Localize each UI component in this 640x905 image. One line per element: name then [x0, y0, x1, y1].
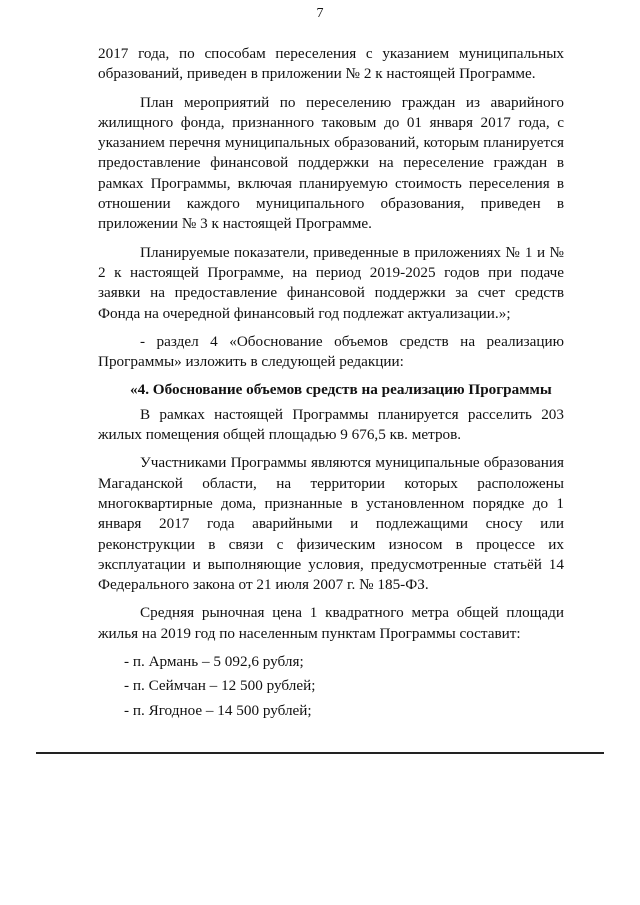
- section-heading: «4. Обоснование объемов средств на реализацию Программы: [130, 381, 552, 399]
- paragraph-2: План мероприятий по переселению граждан из аварийного жилищного фонда, признанного таковым до 01 января 2017 года, с указанием перечня муниципальных образований, которым планируется предоставление финансовой поддержки на переселение граждан в рамках Программы, включая планируемую стоимость переселения в отношении каждого муниципального образования, приведен в приложении № 3 к настоящей Программе.: [98, 93, 564, 233]
- paragraph-3: Планируемые показатели, приведенные в приложениях № 1 и № 2 к настоящей Программе, на период 2019-2025 годов при подаче заявки на предоставление финансовой поддержки за счет средств Фонда на очередной финансовый год подлежат актуализации.»;: [98, 243, 564, 322]
- page-number: 7: [316, 6, 324, 21]
- paragraph-5: В рамках настоящей Программы планируется расселить 203 жилых помещения общей площадью 9 676,5 кв. метров.: [98, 405, 564, 444]
- document-body: [98, 44, 564, 725]
- paragraph-4: - раздел 4 «Обоснование объемов средств на реализацию Программы» изложить в следующей редакции:: [98, 332, 564, 371]
- paragraph-1: 2017 года, по способам переселения с указанием муниципальных образований, приведен в приложении № 2 к настоящей Программе.: [98, 45, 564, 83]
- list-item: - п. Ягодное – 14 500 рублей;: [124, 701, 312, 719]
- list-item: - п. Армань – 5 092,6 рубля;: [124, 653, 304, 671]
- list-item: - п. Сеймчан – 12 500 рублей;: [124, 677, 316, 695]
- page-divider: [36, 752, 604, 754]
- paragraph-6: Участниками Программы являются муниципальные образования Магаданской области, на территории которых расположены многоквартирные дома, признанные в установленном порядке до 1 января 2017 года аварийными и подлежащими сносу или реконструкции в связи с физическим износом в процессе их эксплуатации и выполняющие условия, предусмотренные статьёй 14 Федерального закона от 21 июля 2007 г. № 185-ФЗ.: [98, 454, 564, 594]
- paragraph-7: Средняя рыночная цена 1 квадратного метра общей площади жилья на 2019 год по населенным пунктам Программы составит:: [98, 604, 564, 642]
